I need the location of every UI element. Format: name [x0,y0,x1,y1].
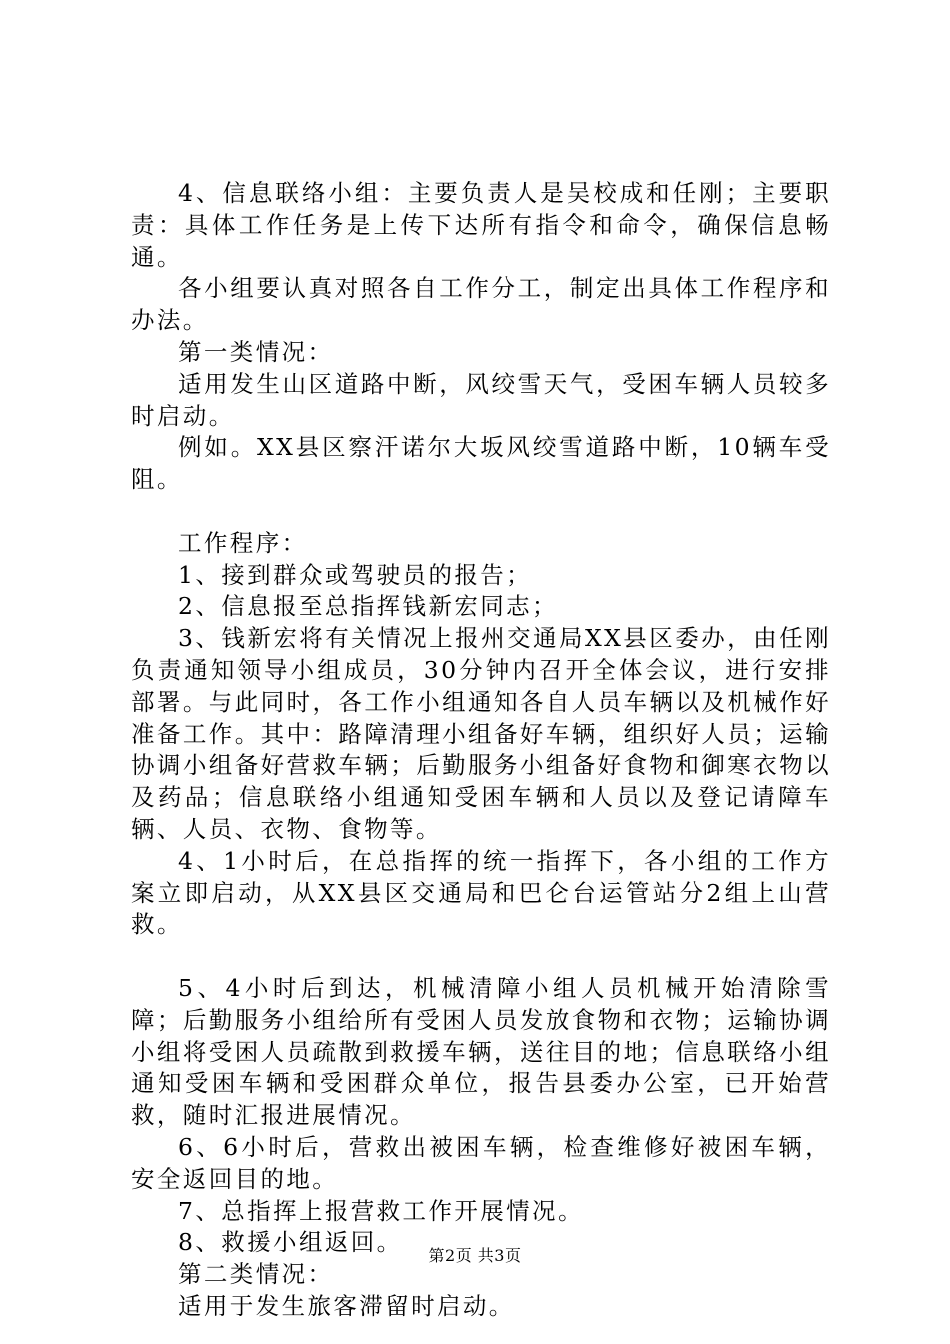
blank-line [131,496,831,528]
procedure-step-5: 5、4小时后到达，机械清障小组人员机械开始清除雪障；后勤服务小组给所有受困人员发放食物和衣物；运输协调小组将受困人员疏散到救援车辆，送往目的地；信息联络小组通知受困车辆和受困群众单位，报告县委办公室，已开始营救，随时汇报进展情况。 [131,973,831,1130]
procedure-step-1: 1、接到群众或驾驶员的报告； [178,560,533,589]
procedure-step-4: 4、1小时后，在总指挥的统一指挥下，各小组的工作方案立即启动，从XX县区交通局和巴仑台运管站分2组上山营救。 [131,846,831,939]
heading-first-situation: 第一类情况： [178,337,334,366]
heading-second-situation: 第二类情况： [178,1260,334,1289]
paragraph-groups-instruction: 各小组要认真对照各自工作分工，制定出具体工作程序和办法。 [131,274,831,335]
paragraph-example: 例如。XX县区察汗诺尔大坂风绞雪道路中断，10辆车受阻。 [131,433,831,494]
procedure-step-7: 7、总指挥上报营救工作开展情况。 [178,1196,584,1225]
document-body [131,178,831,1323]
paragraph-second-situation-scope: 适用于发生旅客滞留时启动。 [178,1291,515,1320]
heading-work-procedure: 工作程序： [178,528,308,557]
procedure-step-8: 8、救援小组返回。 [178,1228,403,1257]
paragraph-info-liaison-group: 4、信息联络小组：主要负责人是吴校成和任刚；主要职责：具体工作任务是上传下达所有指令和命令，确保信息畅通。 [131,179,831,271]
page-number-footer: 第2页 共3页 [428,1246,522,1265]
blank-line [131,941,831,973]
procedure-step-2: 2、信息报至总指挥钱新宏同志； [178,592,558,621]
procedure-step-6: 6、6小时后，营救出被困车辆，检查维修好被困车辆，安全返回目的地。 [131,1132,831,1193]
paragraph-first-situation-scope: 适用发生山区道路中断，风绞雪天气，受困车辆人员较多时启动。 [131,369,831,430]
procedure-step-3: 3、钱新宏将有关情况上报州交通局XX县区委办，由任刚负责通知领导小组成员，30分钟内召开全体会议，进行安排部署。与此同时，各工作小组通知各自人员车辆以及机械作好准备工作。其中：路障清理小组备好车辆，组织好人员；运输协调小组备好营救车辆；后勤服务小组备好食物和御寒衣物以及药品；信息联络小组通知受困车辆和人员以及登记请障车辆、人员、衣物、食物等。 [131,624,831,843]
